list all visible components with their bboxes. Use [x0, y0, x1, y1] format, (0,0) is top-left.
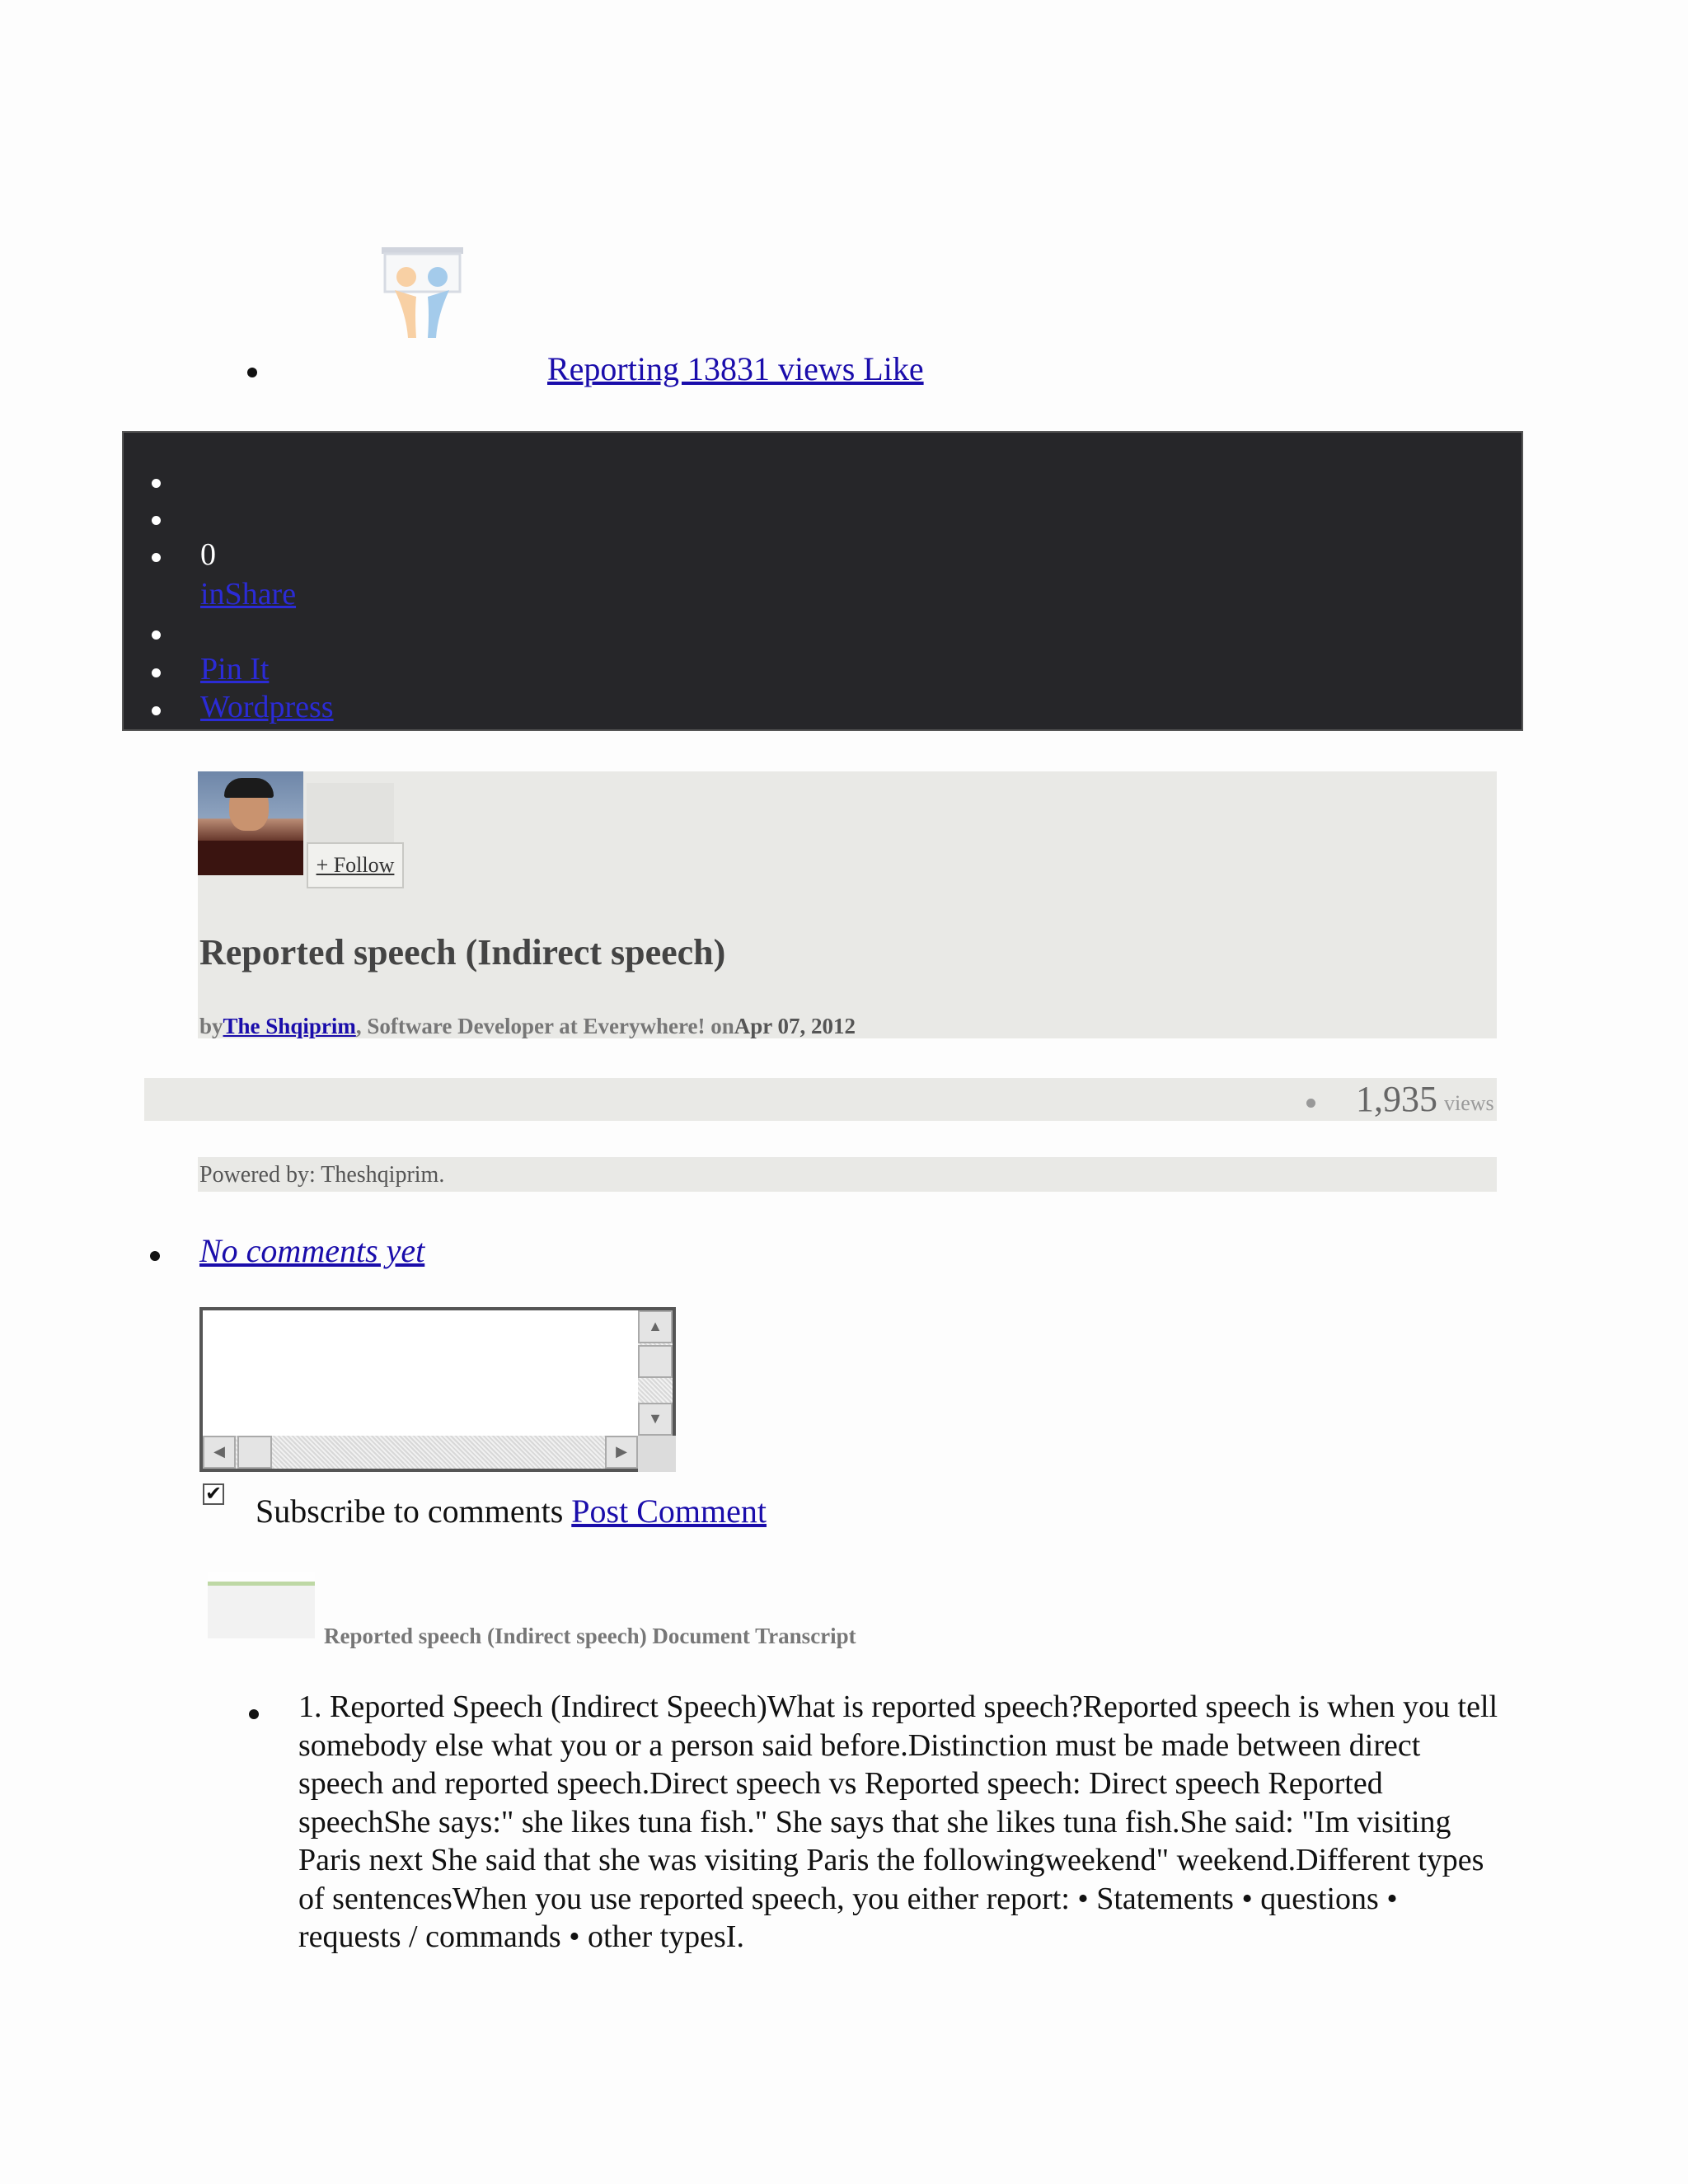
post-comment-link[interactable]: Post Comment [571, 1493, 767, 1530]
byline [199, 1014, 856, 1039]
views-count: 1,935 [1356, 1079, 1437, 1119]
pin-it-link[interactable]: Pin It [200, 652, 270, 687]
scroll-right-button[interactable]: ▶ [605, 1436, 638, 1469]
byline-prefix: by [199, 1014, 223, 1038]
subscribe-label: Subscribe to comments [256, 1493, 564, 1530]
list-bullet [247, 368, 257, 377]
list-bullet [249, 1709, 259, 1719]
avatar[interactable] [198, 771, 303, 875]
horizontal-scroll-thumb[interactable] [237, 1436, 272, 1469]
slideshare-logo-icon [375, 244, 470, 343]
transcript-title: Reported speech (Indirect speech) Document Transcript [324, 1624, 856, 1648]
list-bullet [150, 1251, 160, 1261]
inshare-link[interactable]: inShare [200, 577, 297, 612]
views-bullet [1306, 1099, 1315, 1108]
vertical-scroll-thumb[interactable] [638, 1345, 673, 1378]
no-comments-link[interactable]: No comments yet [199, 1232, 425, 1269]
document-thumbnail[interactable] [208, 1572, 315, 1638]
reporting-views-link[interactable]: Reporting 13831 views Like [547, 350, 924, 387]
scroll-down-button[interactable]: ▼ [638, 1403, 673, 1436]
publish-date: Apr 07, 2012 [734, 1014, 856, 1038]
share-item-bullet [152, 630, 161, 640]
views-bar [144, 1078, 1497, 1121]
share-count: 0 [200, 537, 216, 572]
share-item-bullet [152, 706, 161, 715]
share-item-bullet [152, 479, 161, 488]
wordpress-link[interactable]: Wordpress [200, 690, 334, 724]
scroll-left-button[interactable]: ◀ [203, 1436, 236, 1469]
follow-button[interactable]: + Follow [307, 842, 404, 888]
share-item-bullet [152, 553, 161, 562]
share-item-bullet [152, 516, 161, 525]
scroll-up-button[interactable]: ▲ [638, 1310, 673, 1343]
scrollbar-corner [638, 1436, 676, 1472]
share-bar [122, 431, 1523, 731]
share-item-bullet [152, 668, 161, 677]
subscribe-row [256, 1492, 767, 1530]
author-role: , Software Developer at Everywhere! on [355, 1014, 734, 1038]
author-name-link[interactable]: The Shqiprim [223, 1014, 356, 1038]
views-label: views [1444, 1091, 1494, 1115]
page-title: Reported speech (Indirect speech) [199, 932, 726, 972]
powered-by-text: Powered by: Theshqiprim. [199, 1162, 445, 1188]
transcript-text: 1. Reported Speech (Indirect Speech)What is reported speech?Reported speech is when you tell somebody else what you or a person said before.Distinction must be made between direct speech and reported speech.Direct speech vs Reported speech: Direct speech Reported speechShe says:" she likes tuna fish." She says that she likes tuna fish.She said: "Im visiting Paris next She said that she was visiting Paris the followingweekend" weekend.Different types of sentencesWhen you use reported speech, you either report: • Statements • questions • requests / commands • other typesI. [298, 1690, 1498, 1954]
subscribe-checkbox[interactable]: ✔ [203, 1483, 224, 1505]
